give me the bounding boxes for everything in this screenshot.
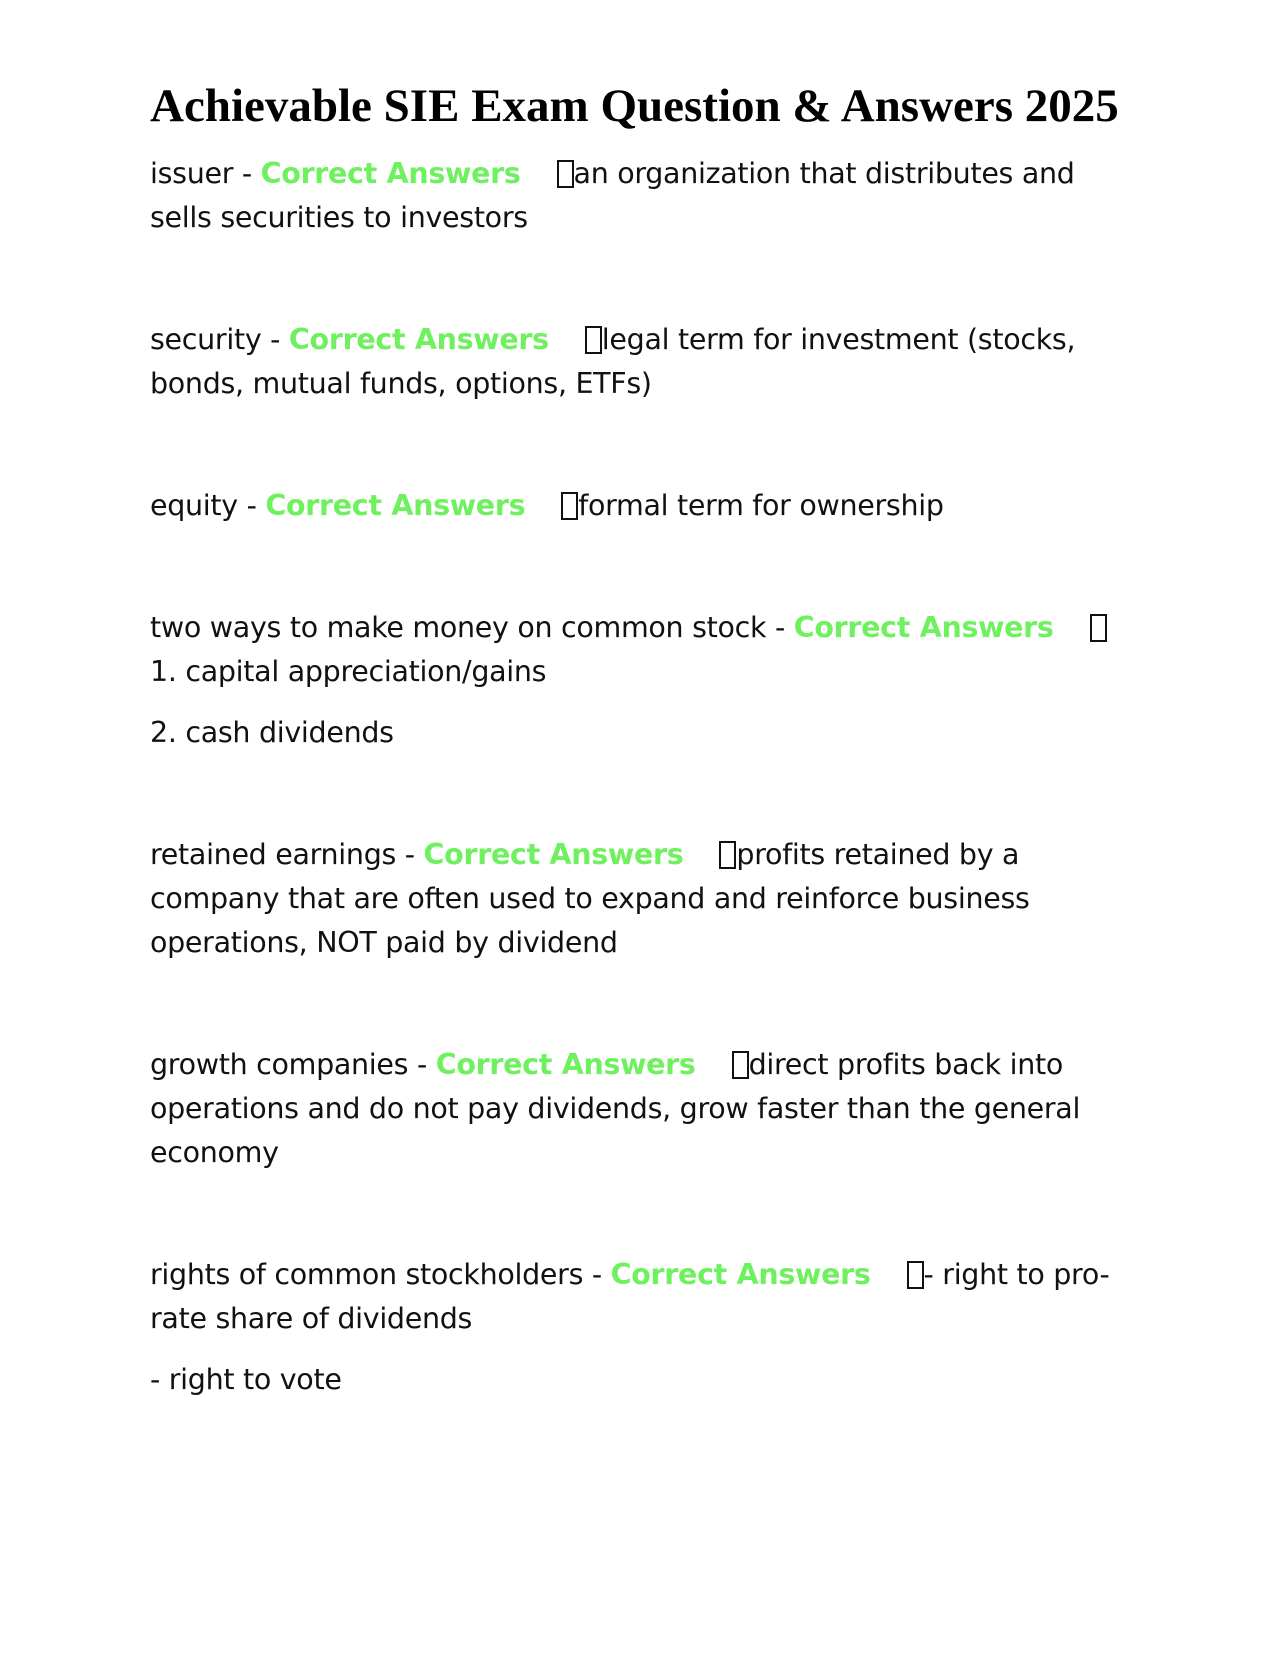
qa-entry-stockholder-rights xyxy=(150,1253,1130,1402)
qa-entry-issuer xyxy=(150,152,1130,240)
correct-answers-label: Correct Answers xyxy=(423,838,684,871)
qa-line xyxy=(150,1253,1130,1341)
qa-line xyxy=(150,152,1130,240)
separator: - xyxy=(396,838,424,871)
separator: - xyxy=(261,323,289,356)
qa-extra-line: - right to vote xyxy=(150,1363,342,1396)
separator: - xyxy=(766,611,794,644)
correct-answers-label: Correct Answers xyxy=(288,323,549,356)
term: rights of common stockholders xyxy=(150,1258,584,1291)
definition: formal term for ownership xyxy=(578,489,944,522)
separator: - xyxy=(408,1048,436,1081)
definition: direct profits back into operations and do not pay dividends, grow faster than the general economy xyxy=(150,1048,1081,1169)
term: equity xyxy=(150,489,238,522)
missing-glyph-box-icon xyxy=(561,492,578,520)
separator: - xyxy=(237,489,266,522)
definition: an organization that distributes and sells securities to investors xyxy=(150,157,1075,234)
qa-line xyxy=(150,484,1130,528)
qa-entry-common-stock xyxy=(150,606,1130,755)
qa-line xyxy=(150,318,1130,406)
term: security xyxy=(150,323,262,356)
qa-entry-equity xyxy=(150,484,1130,528)
qa-entry-security xyxy=(150,318,1130,406)
missing-glyph-box-icon xyxy=(585,326,602,354)
missing-glyph-box-icon xyxy=(719,841,736,869)
correct-answers-label: Correct Answers xyxy=(793,611,1054,644)
correct-answers-label: Correct Answers xyxy=(265,489,526,522)
qa-line xyxy=(150,833,1130,965)
term: growth companies xyxy=(150,1048,409,1081)
document-title: Achievable SIE Exam Question & Answers 2025 xyxy=(150,80,1119,132)
qa-extra-line: 2. cash dividends xyxy=(150,716,394,749)
definition: - right to pro-rate share of dividends xyxy=(150,1258,1110,1335)
definition: 1. capital appreciation/gains xyxy=(150,655,547,688)
definition: profits retained by a company that are often used to expand and reinforce business operations, NOT paid by dividend xyxy=(150,838,1030,959)
qa-entry-retained-earnings xyxy=(150,833,1130,965)
missing-glyph-box-icon xyxy=(557,160,574,188)
qa-line xyxy=(150,606,1130,694)
separator: - xyxy=(583,1258,611,1291)
qa-entry-growth-companies xyxy=(150,1043,1130,1175)
correct-answers-label: Correct Answers xyxy=(435,1048,696,1081)
term: retained earnings xyxy=(150,838,397,871)
term: two ways to make money on common stock xyxy=(150,611,767,644)
correct-answers-label: Correct Answers xyxy=(260,157,521,190)
separator: - xyxy=(233,157,261,190)
term: issuer xyxy=(150,157,234,190)
correct-answers-label: Correct Answers xyxy=(610,1258,871,1291)
missing-glyph-box-icon xyxy=(732,1051,749,1079)
missing-glyph-box-icon xyxy=(907,1261,924,1289)
missing-glyph-box-icon xyxy=(1090,614,1107,642)
document-page xyxy=(150,78,1130,1480)
definition: legal term for investment (stocks, bonds, mutual funds, options, ETFs) xyxy=(150,323,1076,400)
qa-line xyxy=(150,1043,1130,1175)
